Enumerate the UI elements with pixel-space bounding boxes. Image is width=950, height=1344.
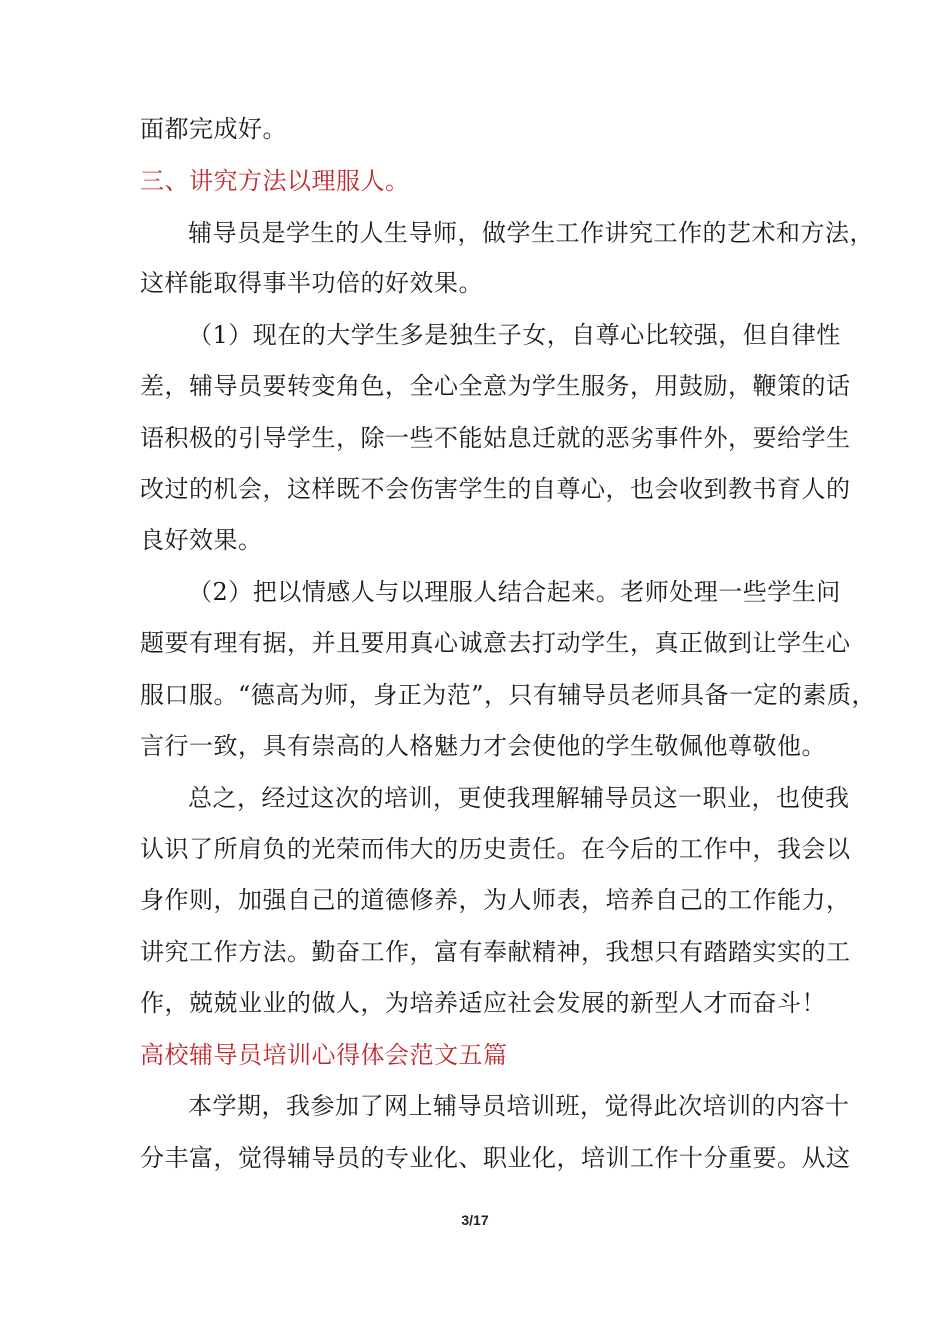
paragraph-line: 题要有理有据，并且要用真心诚意去打动学生，真正做到让学生心 [140, 629, 851, 657]
paragraph-line: 服口服。“德高为师，身正为范”，只有辅导员老师具备一定的素质， [140, 681, 877, 709]
section-heading: 三、讲究方法以理服人。 [140, 167, 410, 195]
paragraph-line: （2）把以情感人与以理服人结合起来。老师处理一些学生问 [188, 578, 841, 606]
paragraph-line: 作，兢兢业业的做人，为培养适应社会发展的新型人才而奋斗！ [140, 989, 826, 1017]
paragraph-line: 良好效果。 [140, 526, 263, 554]
paragraph-line: 言行一致，具有崇高的人格魅力才会使他的学生敬佩他尊敬他。 [140, 732, 826, 760]
article-title: 高校辅导员培训心得体会范文五篇 [140, 1041, 508, 1069]
paragraph-line: 这样能取得事半功倍的好效果。 [140, 269, 483, 297]
paragraph-line: 语积极的引导学生，除一些不能姑息迁就的恶劣事件外，要给学生 [140, 424, 851, 452]
paragraph-line: 本学期，我参加了网上辅导员培训班，觉得此次培训的内容十 [188, 1092, 850, 1120]
paragraph-line: 辅导员是学生的人生导师，做学生工作讲究工作的艺术和方法， [188, 219, 874, 247]
paragraph-line: 讲究工作方法。勤奋工作，富有奉献精神，我想只有踏踏实实的工 [140, 938, 851, 966]
paragraph-line: 总之，经过这次的培训，更使我理解辅导员这一职业，也使我 [188, 784, 850, 812]
paragraph-line: （1）现在的大学生多是独生子女，自尊心比较强，但自律性 [188, 321, 841, 349]
paragraph-line: 身作则，加强自己的道德修养，为人师表，培养自己的工作能力， [140, 886, 851, 914]
paragraph-line: 改过的机会，这样既不会伤害学生的自尊心，也会收到教书育人的 [140, 475, 851, 503]
paragraph-line: 面都完成好。 [140, 115, 287, 143]
paragraph-line: 认识了所肩负的光荣而伟大的历史责任。在今后的工作中，我会以 [140, 835, 851, 863]
paragraph-line: 分丰富，觉得辅导员的专业化、职业化，培训工作十分重要。从这 [140, 1144, 851, 1172]
page-number: 3/17 [461, 1212, 489, 1228]
paragraph-line: 差，辅导员要转变角色，全心全意为学生服务，用鼓励，鞭策的话 [140, 372, 851, 400]
